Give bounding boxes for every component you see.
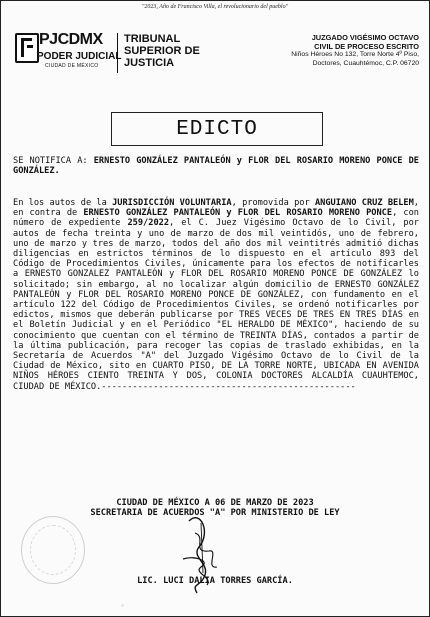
place-date: CIUDAD DE MÉXICO A 06 DE MARZO DE 2023 [116, 498, 314, 508]
body-part-7: , con número de expediente [13, 208, 419, 229]
body-part-3: , promovida por [231, 198, 315, 208]
pjcdmx-logo [15, 31, 122, 73]
secretary-title: SECRETARIA DE ACUERDOS "A" POR MINISTERIO DE LEY [90, 508, 340, 519]
tribunal-line-2: SUPERIOR DE [124, 45, 200, 57]
court-seal-icon [21, 516, 85, 584]
notify-names: ERNESTO GONZÁLEZ PANTALEÓN y FLOR DEL ROSARIO MORENO PONCE DE GONZÁLEZ. [13, 156, 419, 177]
court-header [269, 33, 419, 68]
court-address-2: Doctores, Cuauhtémoc, C.P. 06720 [312, 59, 419, 67]
body-part-9: , el C. Juez Vigésimo Octavo de lo Civil, por autos de fecha treinta y uno de marzo de dos mil veintidós, uno de febrero, uno de marzo y tres de marzo, todos del año dos mil veintitrés admitió dichas diligencias en estrictos términos de lo dispuesto en el artículo 893 del Código de Procedimientos Civiles, únicamente para los efectos de notificarles a ERNESTO GONZALEZ PANTALEÓN y FLOR DEL ROSARIO MORENO PONCE DE GONZÁLEZ lo solicitado; sin embargo, al no localizar algún domicilio de ERNESTO GONZÁLEZ PANTALEÓN y FLOR DEL ROSARIO MORENO PONCE DE GONZÁLEZ, con fundamento en el artículo 122 del Código de Procedimientos Civiles, se ordenó notificarles por edictos, mismos que deberán publicarse por TRES VECES DE TRES EN TRES DÍAS en el Boletín Judicial y en el Periódico "EL HERALDO DE MÉXICO", haciendo de su conocimiento que cuentan con el término de TREINTA DÍAS, contados a partir de la última publicación, para recoger las copias de traslado exhibidas, en la Secretaría de Acuerdos "A" del Juzgado Vigésimo Octavo de lo Civil de la Ciudad de México, sito en CUARTO PISO, DE LA TORRE NORTE, UBICADA EN AVENIDA NIÑOS HÉROES CIENTO TREINTA Y DOS, COLONIA DOCTORES ALCALDÍA CUAUHTEMOC, CIUDAD DE MÉXICO.------------------------------------------------- [13, 218, 420, 392]
handwritten-signature-icon [161, 503, 261, 603]
document-title: EDICTO [111, 112, 323, 146]
body-part-5: , en contra de [13, 198, 419, 219]
court-address-1: Niños Héroes No 132, Torre Norte 4º Piso, [291, 51, 419, 58]
year-motto: "2023, Año de Francisco Villa, el revolucionario del pueblo" [141, 4, 289, 10]
signer-name: LIC. LUCI DALIA TORRES GARCÍA. [137, 576, 293, 586]
case-number: 259/2022 [127, 218, 170, 229]
defendants-names: ERNESTO GONZÁLEZ PANTALEÓN y FLOR DEL ROSARIO MORENO PONCE [83, 208, 393, 219]
tribunal-line-1: TRIBUNAL [124, 33, 181, 45]
logo-brand: PJCDMX [39, 31, 103, 48]
pjcdmx-emblem-icon [15, 33, 39, 63]
logo-subtitle: PODER JUDICIAL [37, 51, 122, 62]
tribunal-name [117, 33, 200, 73]
procedure-type: JURISDICCIÓN VOLUNTARIA [112, 198, 232, 208]
tribunal-line-3: JUSTICIA [124, 57, 175, 69]
logo-city: CIUDAD DE MÉXICO [45, 63, 99, 69]
notify-prefix: SE NOTIFICA A: [13, 156, 94, 166]
notification-line [13, 156, 419, 176]
faint-stamp-mark-icon: ○ [121, 603, 125, 609]
promoter-name: ANGUIANO CRUZ BELEM [314, 198, 414, 208]
edict-body [13, 198, 419, 392]
court-name-1: JUZGADO VIGÉSIMO OCTAVO [311, 33, 419, 42]
body-part-1: En los autos de la [13, 198, 113, 208]
court-name-2: CIVIL DE PROCESO ESCRITO [314, 42, 419, 51]
